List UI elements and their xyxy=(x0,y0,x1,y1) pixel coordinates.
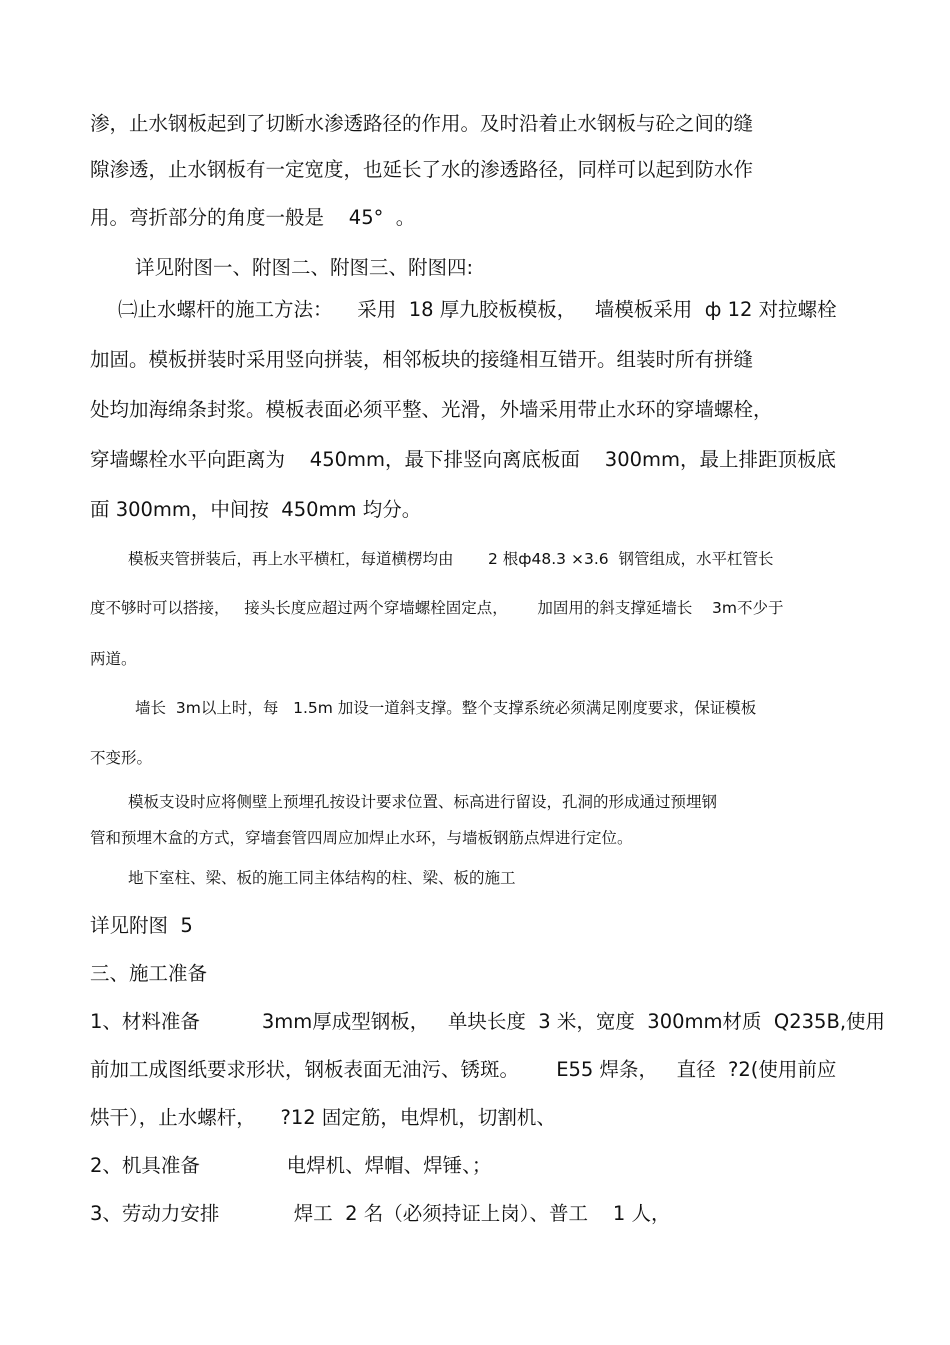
paragraph-line-7: 处均加海绵条封浆。模板表面必须平整、光滑，外墙采用带止水环的穿墙螺栓， xyxy=(90,398,773,421)
paragraph-line-22: 烘干），止水螺杆， ?12 固定筋，电焊机，切割机、 xyxy=(90,1106,556,1129)
paragraph-line-4: 详见附图一、附图二、附图三、附图四: xyxy=(135,256,474,279)
paragraph-line-1: 渗，止水钢板起到了切断水渗透路径的作用。及时沿着止水钢板与砼之间的缝 xyxy=(90,112,754,135)
paragraph-line-21: 前加工成图纸要求形状，钢板表面无油污、锈斑。 E55 焊条， 直径 ?2(使用前应 xyxy=(90,1058,837,1081)
paragraph-line-8: 穿墙螺栓水平向距离为 450mm，最下排竖向离底板面 300mm，最上排距顶板底 xyxy=(90,448,837,471)
paragraph-line-13: 墙长 3m以上时，每 1.5m 加设一道斜支撑。整个支撑系统必须满足刚度要求，保证模板 xyxy=(135,699,757,717)
paragraph-line-3: 用。弯折部分的角度一般是 45° 。 xyxy=(90,206,416,229)
paragraph-line-14: 不变形。 xyxy=(90,749,153,767)
paragraph-line-15: 模板支设时应将侧壁上预埋孔按设计要求位置、标高进行留设，孔洞的形成通过预埋钢 xyxy=(128,793,718,811)
paragraph-line-11: 度不够时可以搭接， 接头长度应超过两个穿墙螺栓固定点， 加固用的斜支撑延墙长 3m不少于 xyxy=(90,599,784,617)
paragraph-line-23: 2、机具准备 电焊机、焊帽、焊锤、； xyxy=(90,1154,492,1177)
paragraph-line-2: 隙渗透，止水钢板有一定宽度，也延长了水的渗透路径，同样可以起到防水作 xyxy=(90,158,754,181)
paragraph-line-17: 地下室柱、梁、板的施工同主体结构的柱、梁、板的施工 xyxy=(128,869,516,887)
paragraph-line-6: 加固。模板拼装时采用竖向拼装，相邻板块的接缝相互错开。组装时所有拼缝 xyxy=(90,348,754,371)
paragraph-line-9: 面 300mm，中间按 450mm 均分。 xyxy=(90,498,422,521)
paragraph-line-24: 3、劳动力安排 焊工 2 名（必须持证上岗）、普工 1 人， xyxy=(90,1202,671,1225)
paragraph-line-20: 1、材料准备 3mm厚成型钢板， 单块长度 3 米，宽度 300mm材质 Q235B,使用 xyxy=(90,1010,886,1033)
section-heading: 三、施工准备 xyxy=(90,962,208,985)
paragraph-line-10: 模板夹管拼装后，再上水平横杠，每道横楞均由 2 根ф48.3 ×3.6 钢管组成，水平杠管长 xyxy=(128,550,774,568)
paragraph-line-18: 详见附图 5 xyxy=(90,914,193,937)
paragraph-line-12: 两道。 xyxy=(90,650,137,668)
paragraph-line-16: 管和预埋木盒的方式，穿墙套管四周应加焊止水环，与墙板钢筋点焊进行定位。 xyxy=(90,829,633,847)
paragraph-line-5: ㈡止水螺杆的施工方法： 采用 18 厚九胶板模板， 墙模板采用 ф 12 对拉螺栓 xyxy=(118,298,837,321)
